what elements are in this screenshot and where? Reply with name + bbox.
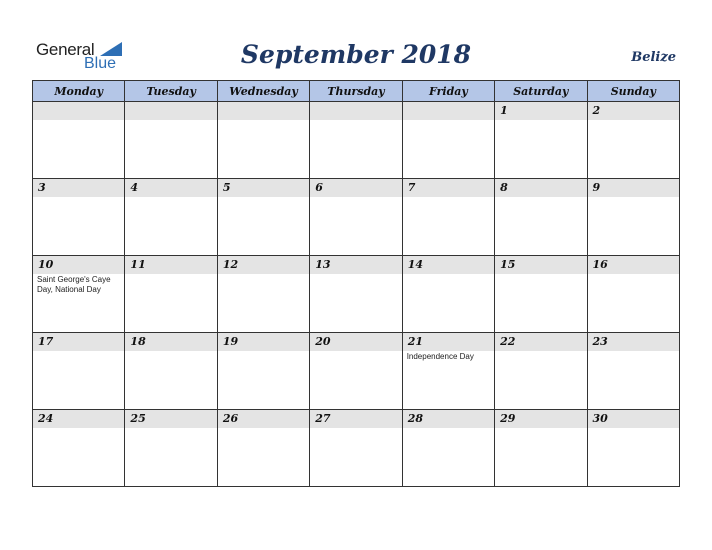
day-cell (217, 179, 309, 256)
day-cell (402, 179, 494, 256)
day-number (218, 102, 309, 120)
day-number: 27 (310, 410, 401, 428)
calendar-grid (32, 80, 680, 487)
day-number: 11 (125, 256, 216, 274)
day-cell (310, 179, 402, 256)
day-cell-content (403, 256, 494, 332)
day-cell-content (33, 333, 124, 409)
week-row (33, 102, 680, 179)
day-cell-content (588, 333, 679, 409)
day-cell-content (588, 256, 679, 332)
day-cell-content (125, 102, 216, 178)
day-cell (587, 102, 679, 179)
day-number: 7 (403, 179, 494, 197)
day-cell (495, 410, 587, 487)
day-number: 25 (125, 410, 216, 428)
day-cell-content (218, 102, 309, 178)
country-name: Belize (631, 50, 676, 65)
day-cell (587, 410, 679, 487)
weekday-header: Thursday (310, 81, 402, 102)
day-cell-content (588, 179, 679, 255)
holiday-label: Independence Day (406, 352, 474, 361)
day-number: 24 (33, 410, 124, 428)
weekday-header: Saturday (495, 81, 587, 102)
day-cell (33, 333, 125, 410)
day-cell-content (33, 256, 124, 332)
week-row (33, 179, 680, 256)
day-cell (587, 333, 679, 410)
day-cell-content (125, 410, 216, 486)
day-cell-content (495, 102, 586, 178)
day-cell-content (125, 333, 216, 409)
day-cell (125, 410, 217, 487)
day-cell (310, 333, 402, 410)
day-number: 2 (588, 102, 679, 120)
day-cell-content (403, 179, 494, 255)
day-cell-content (495, 410, 586, 486)
weekday-header: Friday (402, 81, 494, 102)
day-cell (33, 102, 125, 179)
day-cell (495, 333, 587, 410)
week-row (33, 256, 680, 333)
day-cell-content (33, 102, 124, 178)
weekday-header: Wednesday (217, 81, 309, 102)
day-number: 13 (310, 256, 401, 274)
day-cell-content (495, 256, 586, 332)
day-number: 15 (495, 256, 586, 274)
day-cell-content (403, 102, 494, 178)
day-number: 23 (588, 333, 679, 351)
day-cell-content (218, 256, 309, 332)
day-number: 21 (403, 333, 494, 351)
day-cell-content (310, 102, 401, 178)
day-cell (33, 179, 125, 256)
day-cell (402, 102, 494, 179)
weekday-header: Sunday (587, 81, 679, 102)
day-number: 18 (125, 333, 216, 351)
logo-text-blue: Blue (84, 55, 117, 72)
day-number: 26 (218, 410, 309, 428)
day-cell (33, 256, 125, 333)
day-number: 20 (310, 333, 401, 351)
day-cell (310, 256, 402, 333)
day-cell (495, 179, 587, 256)
calendar-title: September 2018 (240, 40, 472, 69)
day-cell (587, 256, 679, 333)
day-number: 12 (218, 256, 309, 274)
day-number: 1 (495, 102, 586, 120)
day-number: 5 (218, 179, 309, 197)
day-cell-content (310, 333, 401, 409)
day-number (403, 102, 494, 120)
day-cell-content (310, 179, 401, 255)
calendar-body (33, 102, 680, 487)
day-cell-content (495, 179, 586, 255)
day-cell (310, 102, 402, 179)
day-number: 17 (33, 333, 124, 351)
weekday-header: Tuesday (125, 81, 217, 102)
day-cell (125, 256, 217, 333)
weekday-header-row (33, 81, 680, 102)
day-number (125, 102, 216, 120)
day-cell-content (33, 410, 124, 486)
logo-text-general: General (36, 40, 95, 59)
day-cell (217, 333, 309, 410)
week-row (33, 410, 680, 487)
day-cell-content (403, 410, 494, 486)
day-cell-content (218, 333, 309, 409)
day-cell (125, 333, 217, 410)
day-cell (310, 410, 402, 487)
day-cell (495, 256, 587, 333)
day-number: 8 (495, 179, 586, 197)
day-number: 30 (588, 410, 679, 428)
day-cell (587, 179, 679, 256)
day-cell-content (588, 102, 679, 178)
day-number: 14 (403, 256, 494, 274)
holiday-label: Saint George's Caye Day, National Day (37, 275, 111, 294)
day-number: 3 (33, 179, 124, 197)
day-cell (217, 256, 309, 333)
day-cell-content (125, 179, 216, 255)
day-cell-content (218, 179, 309, 255)
day-number: 9 (588, 179, 679, 197)
day-cell-content (588, 410, 679, 486)
day-cell (33, 410, 125, 487)
day-cell-content (218, 410, 309, 486)
day-cell-content (403, 333, 494, 409)
week-row (33, 333, 680, 410)
day-cell (217, 102, 309, 179)
day-cell (217, 410, 309, 487)
day-number (33, 102, 124, 120)
day-cell (402, 333, 494, 410)
day-cell-content (495, 333, 586, 409)
day-number (310, 102, 401, 120)
weekday-header: Monday (33, 81, 125, 102)
day-cell-content (125, 256, 216, 332)
day-cell (495, 102, 587, 179)
day-cell-content (33, 179, 124, 255)
day-number: 22 (495, 333, 586, 351)
day-number: 19 (218, 333, 309, 351)
day-number: 28 (403, 410, 494, 428)
day-number: 16 (588, 256, 679, 274)
day-cell (402, 410, 494, 487)
day-cell-content (310, 256, 401, 332)
day-number: 4 (125, 179, 216, 197)
day-cell (125, 179, 217, 256)
day-number: 10 (33, 256, 124, 274)
day-cell (125, 102, 217, 179)
day-cell (402, 256, 494, 333)
day-number: 29 (495, 410, 586, 428)
day-cell-content (310, 410, 401, 486)
day-number: 6 (310, 179, 401, 197)
